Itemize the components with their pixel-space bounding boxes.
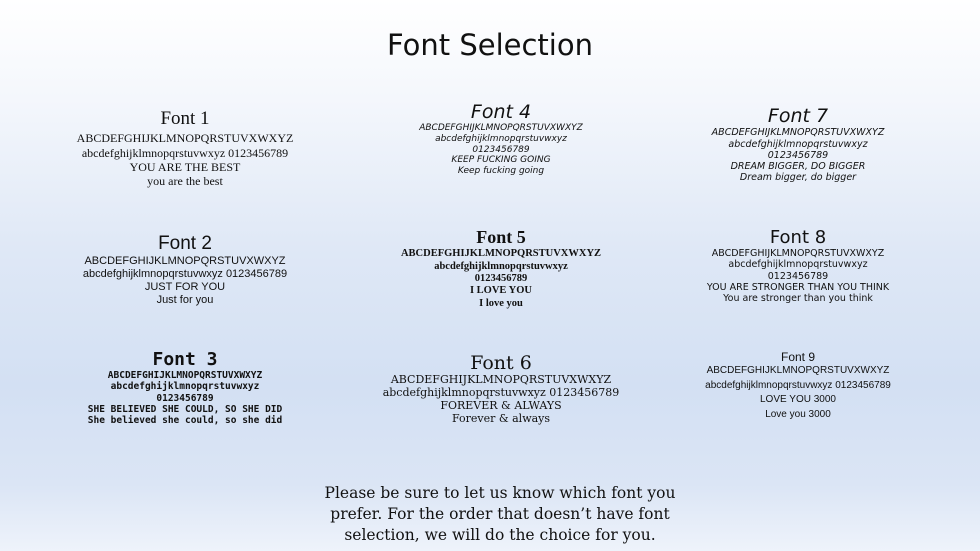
uppercase-sample: ABCDEFGHIJKLMNOPQRSTUVXWXYZ [107,370,263,382]
font-heading: Font 2 [158,233,212,254]
font-1-sample [35,108,335,188]
caps-phrase: SHE BELIEVED SHE COULD, SO SHE DID [87,403,283,415]
phrase: You are stronger than you think [723,293,873,305]
font-heading: Font 4 [470,101,532,123]
uppercase-sample: ABCDEFGHIJKLMNOPQRSTUVXWXYZ [706,365,890,377]
digits-sample: 0123456789 [472,144,530,155]
phrase: Dream bigger, do bigger [739,172,857,184]
note-line: prefer. For the order that doesn’t have font [330,505,670,523]
digits-sample: 0123456789 [767,270,829,282]
page-title: Font Selection [386,28,593,62]
font-heading: Font 7 [767,105,829,127]
uppercase-sample: ABCDEFGHIJKLMNOPQRSTUVXWXYZ [400,248,602,260]
caps-phrase: JUST FOR YOU [144,281,226,294]
phrase: I love you [479,297,523,309]
caps-phrase: YOU ARE THE BEST [129,159,241,174]
phrase: Love you 3000 [765,408,831,420]
lowercase-sample: abcdefghijklmnopqrstuvwxyz [434,260,568,272]
phrase: She believed she could, so she did [87,415,283,427]
caps-phrase: YOU ARE STRONGER THAN YOU THINK [706,281,890,293]
phrase: Just for you [156,294,214,307]
instruction-note [190,483,810,546]
lowercase-sample: abcdefghijklmnopqrstuvwxyz [728,138,868,150]
font-4-sample [351,101,651,176]
font-5-sample [351,227,651,310]
lowercase-sample: abcdefghijklmnopqrstuvwxyz [435,134,567,145]
phrase: Forever & always [451,412,551,426]
lowercase-sample: abcdefghijklmnopqrstuvwxyz 0123456789 [81,145,289,160]
uppercase-sample: ABCDEFGHIJKLMNOPQRSTUVXWXYZ [390,373,612,387]
lowercase-sample: abcdefghijklmnopqrstuvwxyz 0123456789 [705,379,891,391]
uppercase-sample: ABCDEFGHIJKLMNOPQRSTUVXWXYZ [76,131,294,146]
note-line: Please be sure to let us know which font you [324,484,676,502]
note-line: selection, we will do the choice for you. [344,526,656,544]
font-heading: Font 9 [780,350,816,364]
font-2-sample [35,233,335,307]
font-7-sample [648,105,948,183]
digits-sample: 0123456789 [156,392,214,404]
font-heading: Font 3 [152,349,218,370]
caps-phrase: KEEP FUCKING GOING [451,155,551,166]
caps-phrase: DREAM BIGGER, DO BIGGER [730,161,866,173]
uppercase-sample: ABCDEFGHIJKLMNOPQRSTUVXWXYZ [711,127,885,139]
uppercase-sample: ABCDEFGHIJKLMNOPQRSTUVXWXYZ [84,255,286,268]
font-heading: Font 6 [470,352,532,374]
lowercase-sample: abcdefghijklmnopqrstuvwxyz 0123456789 [82,268,288,281]
font-heading: Font 1 [160,108,210,129]
digits-sample: 0123456789 [767,149,829,161]
font-8-sample [648,227,948,304]
font-6-sample [351,352,651,426]
uppercase-sample: ABCDEFGHIJKLMNOPQRSTUVXWXYZ [419,123,583,134]
font-9-sample [648,350,948,422]
phrase: you are the best [147,173,223,188]
caps-phrase: I LOVE YOU [469,285,533,297]
digits-sample: 0123456789 [474,272,528,284]
font-heading: Font 8 [769,227,827,248]
font-3-sample [35,349,335,426]
caps-phrase: FOREVER & ALWAYS [440,399,562,413]
caps-phrase: LOVE YOU 3000 [760,394,836,406]
uppercase-sample: ABCDEFGHIJKLMNOPQRSTUVXWXYZ [711,248,885,260]
font-heading: Font 5 [476,227,526,247]
lowercase-sample: abcdefghijklmnopqrstuvwxyz [110,381,260,393]
phrase: Keep fucking going [457,165,545,176]
lowercase-sample: abcdefghijklmnopqrstuvwxyz [728,259,868,271]
lowercase-sample: abcdefghijklmnopqrstuvwxyz 0123456789 [382,386,620,400]
